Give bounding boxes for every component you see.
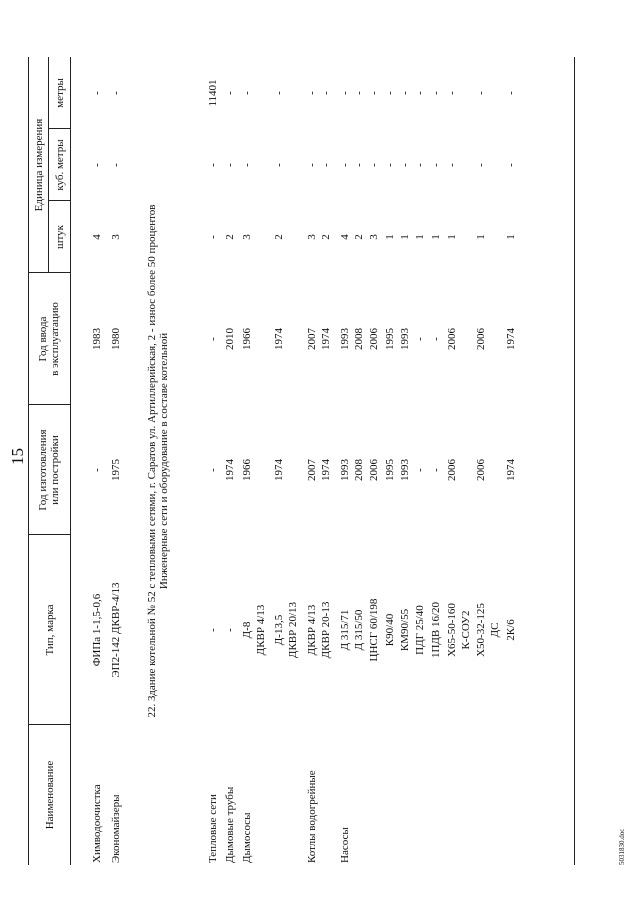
cell-type: ДС (489, 622, 501, 638)
cell-comm: 1974 (273, 328, 285, 350)
cell-type: К-СОУ2 (460, 610, 472, 650)
cell-type: К90/40 (384, 613, 396, 647)
cell-cub: - (224, 163, 236, 167)
cell-comm: 2006 (475, 328, 487, 350)
doc-footer-id: 5031830.doc (618, 828, 626, 865)
cell-m: - (224, 91, 236, 95)
cell-type: Х65-50-160 (446, 603, 458, 657)
cell-made: 2006 (475, 459, 487, 481)
cell-m: - (91, 91, 103, 95)
header-cubic: куб. метры (54, 139, 66, 191)
cell-m: - (110, 91, 122, 95)
cell-type: ЦНСГ 60/198 (368, 598, 380, 662)
cell-comm: 1995 (384, 328, 396, 350)
cell-comm: 2007 (306, 328, 318, 350)
header-meters: метры (54, 78, 66, 108)
cell-made: 2008 (353, 459, 365, 481)
cell-m: - (339, 91, 351, 95)
cell-comm: 1980 (110, 328, 122, 350)
cell-comm: - (207, 337, 219, 341)
cell-m: - (241, 91, 253, 95)
cell-comm: 1993 (339, 328, 351, 350)
table-top-border (28, 57, 29, 865)
cell-made: 1974 (320, 459, 332, 481)
section-title-line2: Инженерные сети и оборудование в составе котельной (158, 332, 170, 590)
cell-cub: - (91, 163, 103, 167)
cell-cub: - (110, 163, 122, 167)
cell-m: - (273, 91, 285, 95)
cell-cub: - (430, 163, 442, 167)
cell-pcs: 1 (475, 234, 487, 240)
cell-pcs: 2 (353, 234, 365, 240)
header-unit: Единица измерения (33, 118, 45, 212)
cell-m: - (306, 91, 318, 95)
cell-m: - (368, 91, 380, 95)
cell-type: 2К/6 (505, 619, 517, 641)
header-year-commission-line2: в эксплуатацию (49, 302, 61, 376)
unit-subheader-line (48, 57, 49, 273)
cell-pcs: 2 (320, 234, 332, 240)
cell-m: - (505, 91, 517, 95)
cell-type: Д-13,5 (273, 614, 285, 646)
cell-made: - (91, 468, 103, 472)
cell-cub: - (241, 163, 253, 167)
cell-made: 1974 (505, 459, 517, 481)
cell-type: Д 315/71 (339, 609, 351, 651)
cell-pcs: 1 (446, 234, 458, 240)
cell-type: Д 315/50 (353, 609, 365, 651)
cell-type: ПДГ 25/40 (414, 605, 426, 655)
cell-type: ДКВР 20/13 (287, 601, 299, 659)
cell-made: 1993 (399, 459, 411, 481)
cell-type: 1ПДВ 16/20 (430, 601, 442, 659)
cell-type: ДКВР 4/13 (255, 604, 267, 656)
cell-pcs: 1 (384, 234, 396, 240)
cell-comm: 1993 (399, 328, 411, 350)
cell-m: - (414, 91, 426, 95)
cell-name: Химводоочистка (91, 784, 103, 863)
header-name (44, 725, 56, 865)
cell-made: 1993 (339, 459, 351, 481)
cell-made: 2006 (446, 459, 458, 481)
header-type (44, 535, 56, 725)
cell-type: ДКВР 20-13 (320, 601, 332, 659)
cell-cub: - (339, 163, 351, 167)
cell-pcs: 1 (505, 234, 517, 240)
cell-m: - (353, 91, 365, 95)
cell-comm: 2006 (368, 328, 380, 350)
cell-type: ДКВР 4/13 (306, 604, 318, 656)
cell-cub: - (273, 163, 285, 167)
cell-pcs: 3 (241, 234, 253, 240)
cell-comm: 1974 (505, 328, 517, 350)
header-year-made-line1: Год изготовления (37, 429, 49, 511)
cell-m: - (475, 91, 487, 95)
cell-pcs: 2 (273, 234, 285, 240)
cell-cub: - (399, 163, 411, 167)
cell-cub: - (320, 163, 332, 167)
cell-comm: 1983 (91, 328, 103, 350)
section-title (146, 57, 170, 865)
cell-made: 1974 (224, 459, 236, 481)
cell-made: 1975 (110, 459, 122, 481)
cell-name: Тепловые сети (207, 794, 219, 863)
cell-pcs: 4 (339, 234, 351, 240)
section-title-line1: 22. Здание котельной № 52 с тепловыми сетями, г. Саратов ул. Артиллерийская, 2 - износ более 50 процентов (146, 204, 158, 718)
cell-made: 2006 (368, 459, 380, 481)
cell-pcs: 3 (368, 234, 380, 240)
cell-made: - (430, 468, 442, 472)
cell-made: 1966 (241, 459, 253, 481)
cell-m: - (384, 91, 396, 95)
cell-comm: - (430, 337, 442, 341)
cell-comm: 1974 (320, 328, 332, 350)
cell-made: 2007 (306, 459, 318, 481)
cell-cub: - (353, 163, 365, 167)
cell-pcs: 4 (91, 234, 103, 240)
cell-cub: - (306, 163, 318, 167)
cell-made: - (414, 468, 426, 472)
cell-pcs: 3 (110, 234, 122, 240)
header-year-commission (37, 273, 61, 405)
cell-name: Дымовые трубы (224, 786, 236, 863)
cell-type: Х50-32-125 (475, 603, 487, 657)
cell-m: - (399, 91, 411, 95)
cell-pcs: 1 (430, 234, 442, 240)
cell-pcs: 1 (399, 234, 411, 240)
header-year-commission-line1: Год ввода (37, 316, 49, 362)
cell-made: 1995 (384, 459, 396, 481)
cell-comm: 2008 (353, 328, 365, 350)
cell-comm: 2006 (446, 328, 458, 350)
cell-type: - (207, 628, 219, 632)
cell-made: - (207, 468, 219, 472)
cell-comm: 1966 (241, 328, 253, 350)
cell-cub: - (475, 163, 487, 167)
table-bottom-border (574, 57, 575, 865)
cell-cub: - (446, 163, 458, 167)
header-bottom-border (70, 57, 71, 865)
cell-m: - (430, 91, 442, 95)
cell-cub: - (368, 163, 380, 167)
cell-name: Котлы водогрейные (306, 770, 318, 863)
cell-cub: - (414, 163, 426, 167)
cell-cub: - (505, 163, 517, 167)
page-number: 15 (8, 448, 27, 465)
cell-cub: - (384, 163, 396, 167)
cell-pcs: - (207, 235, 219, 239)
cell-type: КМ90/55 (399, 608, 411, 652)
cell-m: - (320, 91, 332, 95)
cell-type: ЭП2-142 ДКВР-4/13 (110, 582, 122, 678)
header-type-text: Тип, марка (44, 604, 56, 656)
cell-type: ФИПа 1-1,5-0,6 (91, 593, 103, 667)
cell-pcs: 3 (306, 234, 318, 240)
header-year-made-line2: или постройки (49, 435, 61, 505)
header-name-text: Наименование (44, 760, 56, 830)
cell-type: Д-8 (241, 621, 253, 639)
cell-name: Экономайзеры (110, 794, 122, 863)
cell-made: 1974 (273, 459, 285, 481)
cell-name: Дымососы (241, 812, 253, 863)
cell-comm: - (414, 337, 426, 341)
cell-name: Насосы (339, 827, 351, 863)
cell-pcs: 2 (224, 234, 236, 240)
header-year-made (37, 405, 61, 535)
cell-pcs: 1 (414, 234, 426, 240)
cell-type: - (224, 628, 236, 632)
cell-cub: - (207, 163, 219, 167)
cell-comm: 2010 (224, 328, 236, 350)
cell-m: 11401 (207, 79, 219, 107)
header-pieces: штук (54, 225, 66, 249)
cell-m: - (446, 91, 458, 95)
